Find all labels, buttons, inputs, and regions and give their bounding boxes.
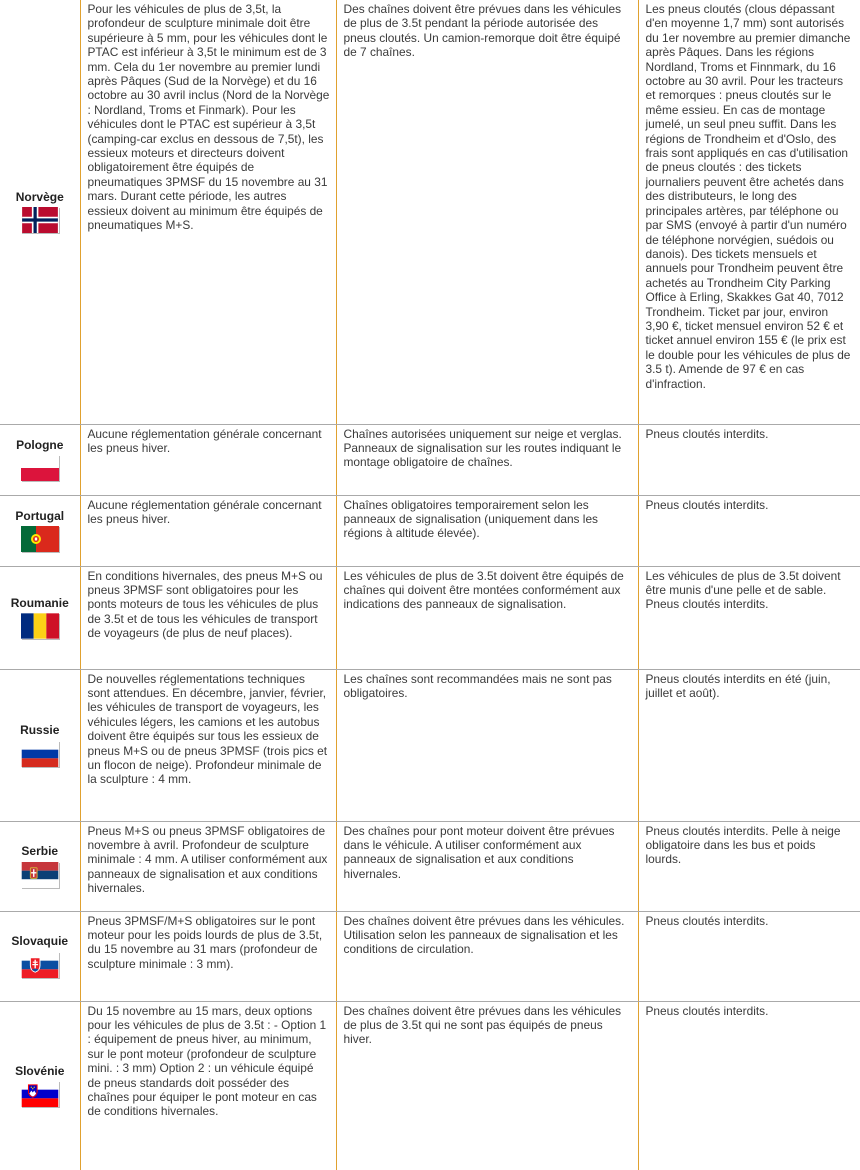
portugal-flag-icon xyxy=(21,526,59,552)
snow-chains-cell: Chaînes obligatoires temporairement selon les panneaux de signalisation (uniquement dans les régions à altitude élevée). xyxy=(336,495,638,566)
romania-flag-icon xyxy=(21,613,59,639)
snow-chains-cell: Chaînes autorisées uniquement sur neige et verglas. Panneaux de signalisation sur les routes indiquant le montage obligatoire de chaînes. xyxy=(336,424,638,495)
winter-tires-cell: Pneus M+S ou pneus 3PMSF obligatoires de novembre à avril. Profondeur de sculpture minimale : 4 mm. A utiliser conformément aux panneaux de signalisation et aux conditions hivernales. xyxy=(80,821,336,911)
serbia-flag-icon xyxy=(21,862,59,888)
country-name: Serbie xyxy=(21,844,59,859)
country-name: Slovénie xyxy=(15,1064,65,1079)
snow-chains-cell: Des chaînes doivent être prévues dans les véhicules de plus de 3.5t pendant la période autorisée des pneus cloutés. Un camion-remorque doit être équipé de 7 chaînes. xyxy=(336,0,638,424)
snow-chains-cell: Des chaînes doivent être prévues dans les véhicules de plus de 3.5t qui ne sont pas équipés de pneus hiver. xyxy=(336,1001,638,1170)
winter-tires-cell: Du 15 novembre au 15 mars, deux options pour les véhicules de plus de 3.5t : - Option 1 : équipement de pneus hiver, au minimum, sur le pont moteur (profondeur de sculpture mini. : 3 mm) Option 2 : un véhicule équipé de pneus standards doit posséder des chaînes pour équiper le pont moteur en cas de conditions hivernales. xyxy=(80,1001,336,1170)
table-row xyxy=(0,821,860,911)
studded-tires-cell: Pneus cloutés interdits. xyxy=(638,495,860,566)
studded-tires-cell: Les véhicules de plus de 3.5t doivent être munis d'une pelle et de sable. Pneus cloutés interdits. xyxy=(638,566,860,669)
snow-chains-cell: Les chaînes sont recommandées mais ne sont pas obligatoires. xyxy=(336,669,638,821)
studded-tires-cell: Pneus cloutés interdits. xyxy=(638,911,860,1001)
slovakia-flag-icon xyxy=(21,952,59,978)
country-name: Pologne xyxy=(16,437,64,452)
table-row xyxy=(0,0,860,424)
studded-tires-cell: Pneus cloutés interdits. xyxy=(638,424,860,495)
country-cell xyxy=(0,669,80,821)
table-row xyxy=(0,424,860,495)
country-cell xyxy=(0,424,80,495)
snow-chains-cell: Des chaînes pour pont moteur doivent être prévues dans le véhicule. A utiliser conformément aux panneaux de signalisation et aux conditions hivernales. xyxy=(336,821,638,911)
country-name: Portugal xyxy=(15,508,65,523)
table-row xyxy=(0,495,860,566)
winter-tires-cell: De nouvelles réglementations techniques sont attendues. En décembre, janvier, février, les véhicules de transport de voyageurs, les véhicules légers, les camions et les autobus doivent être équipés sur tous les essieux de pneus M+S ou de pneus 3PMSF (trois pics et un flocon de neige). Profondeur minimale de la sculpture : 4 mm. xyxy=(80,669,336,821)
country-name: Russie xyxy=(20,723,60,738)
country-name: Roumanie xyxy=(10,595,69,610)
studded-tires-cell: Pneus cloutés interdits. xyxy=(645,1003,769,1018)
table-row xyxy=(0,669,860,821)
studded-tires-cell: Les pneus cloutés (clous dépassant d'en moyenne 1,7 mm) sont autorisés du 1er novembre au premier dimanche après Pâques. Dans les régions Nordland, Troms et Finnmark, du 16 octobre au 30 avril. Pour les tracteurs et remorques : pneus cloutés sur le même essieu. En cas de montage jumelé, un seul pneu suffit. Dans les régions de Trondheim et d'Oslo, des frais sont appliqués en cas d'utilisation de pneus cloutés : des tickets journaliers peuvent être achetés dans des distributeurs, le long des principales artères, par téléphone ou par SMS (envoyé à partir d'un numéro de téléphone norvégien, suédois ou danois). Des tickets mensuels et annuels pour Trondheim peuvent être achetés au Trondheim City Parking Office à Erling, Skakkes Gat 40, 7012 Trondheim. Ticket par jour, environ 3,90 €, ticket mensuel environ 52 € et ticket annuel environ 155 € (le prix est le double pour les véhicules de plus de 3.5 t). Amende de 97 € en cas d'infraction. xyxy=(638,0,860,424)
snow-chains-cell: Des chaînes doivent être prévues dans les véhicules. Utilisation selon les panneaux de signalisation et les conditions de circulation. xyxy=(336,911,638,1001)
country-cell xyxy=(0,495,80,566)
country-name: Slovaquie xyxy=(11,934,69,949)
winter-tires-cell: En conditions hivernales, des pneus M+S ou pneus 3PMSF sont obligatoires pour les ponts moteurs de tous les véhicules de plus de 3.5t et de tous les véhicules de transport de voyageurs (de plus de neuf places). xyxy=(80,566,336,669)
country-cell xyxy=(0,911,80,1001)
russia-flag-icon xyxy=(21,741,59,767)
table-row xyxy=(0,1001,860,1170)
winter-tires-cell: Aucune réglementation générale concernant les pneus hiver. xyxy=(80,495,336,566)
winter-tires-cell: Pneus 3PMSF/M+S obligatoires sur le pont moteur pour les poids lourds de plus de 3.5t, du 15 novembre au 31 mars (profondeur de sculpture minimale : 3 mm). xyxy=(80,911,336,1001)
country-name: Norvège xyxy=(15,190,64,205)
poland-flag-icon xyxy=(21,455,59,481)
country-cell xyxy=(0,821,80,911)
country-cell xyxy=(0,1001,80,1170)
snow-chains-cell: Les véhicules de plus de 3.5t doivent être équipés de chaînes qui doivent être montées conformément aux indications des panneaux de signalisation. xyxy=(336,566,638,669)
slovenia-flag-icon xyxy=(21,1081,59,1107)
norway-flag-icon xyxy=(21,207,59,233)
country-cell xyxy=(0,566,80,669)
winter-tires-cell: Pour les véhicules de plus de 3,5t, la profondeur de sculpture minimale doit être supérieure à 5 mm, pour les véhicules dont le PTAC est inférieur à 3,5t le minimum est de 3 mm. Cela du 1er novembre au premier lundi après Pâques (Sud de la Norvège) et du 16 octobre au 30 avril inclus (Nord de la Norvège : Nordland, Troms et Finmark). Pour les véhicules dont le PTAC est supérieur à 3,5t (camping-car exclus en dessous de 7,5t), les essieux moteurs et directeurs doivent obligatoirement être équipés de pneumatiques 3PMSF du 15 novembre au 31 mars. Durant cette période, les autres essieux doivent au minimum être équipés de pneumatiques M+S. xyxy=(80,0,336,424)
table-row xyxy=(0,566,860,669)
studded-tires-cell: Pneus cloutés interdits en été (juin, juillet et août). xyxy=(638,669,860,821)
winter-tires-cell: Aucune réglementation générale concernant les pneus hiver. xyxy=(80,424,336,495)
table-row xyxy=(0,911,860,1001)
studded-tires-cell: Pneus cloutés interdits. Pelle à neige obligatoire dans les bus et poids lourds. xyxy=(638,821,860,911)
country-cell xyxy=(0,0,80,424)
